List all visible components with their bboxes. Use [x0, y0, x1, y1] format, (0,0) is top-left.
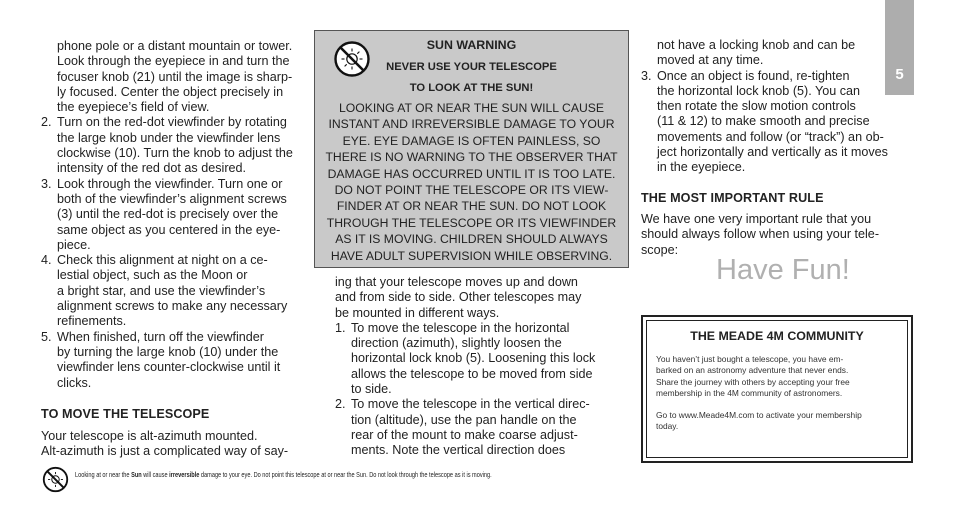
text-line: and from side to side. Other telescopes may — [335, 290, 582, 305]
text-line: horizontal lock knob (5). Loosening this lock — [351, 351, 596, 366]
text-line: (3) until the red-dot is precisely over the — [57, 207, 279, 222]
list-item — [335, 321, 620, 397]
list-number: 3. — [41, 176, 52, 191]
text-line: scope: — [641, 242, 679, 257]
text-line: LOOKING AT OR NEAR THE SUN WILL CAUSE — [338, 101, 605, 115]
have-fun-text: Have Fun! — [716, 254, 850, 286]
text-line: clockwise (10). Turn the knob to adjust the — [57, 146, 293, 161]
column-left — [41, 39, 315, 460]
text-line: EYE. EYE DAMAGE IS OFTEN PAINLESS, SO — [342, 133, 601, 148]
no-sun-icon — [42, 466, 69, 493]
text-line: ing that your telescope moves up and down — [335, 275, 578, 289]
text-line: the eyepiece’s field of view. — [57, 100, 210, 115]
text-line: to side. — [351, 382, 392, 397]
list-number: 1. — [335, 320, 346, 335]
footer-bold-text: irreversible — [169, 470, 200, 479]
text-line: today. — [656, 421, 679, 432]
list-item — [641, 69, 913, 176]
text-line: allows the telescope to be moved from side — [351, 366, 593, 381]
text-line: Go to www.Meade4M.com to activate your membership — [656, 410, 862, 420]
community-box — [641, 315, 913, 463]
text-line: AS IT IS MOVING. CHILDREN SHOULD ALWAYS — [335, 232, 608, 247]
list-item — [335, 397, 620, 458]
warning-subtitle: NEVER USE YOUR TELESCOPE — [386, 61, 557, 73]
footer-bold-text: Sun — [131, 470, 142, 479]
sun-warning-box — [314, 30, 629, 268]
text-line: ments. Note the vertical direction does — [351, 443, 566, 458]
footer-text: will cause — [141, 470, 170, 479]
section-heading: THE MOST IMPORTANT RULE — [641, 190, 824, 205]
community-paragraph — [656, 354, 901, 400]
text-line: the large knob under the viewfinder lens — [57, 130, 281, 145]
list-item — [41, 115, 315, 176]
text-line: refinements. — [57, 314, 127, 329]
text-line: Alt-azimuth is just a complicated way of say- — [41, 444, 289, 459]
text-line: To move the telescope in the vertical direc- — [351, 397, 590, 412]
text-line: rear of the mount to make coarse adjust- — [351, 427, 578, 442]
text-line: (11 & 12) to make smooth and precise — [657, 114, 870, 129]
text-line: Check this alignment at night on a ce- — [57, 253, 268, 268]
footer-text: damage to your eye. Do not point this telescope at or near the Sun. Do not look through the telescope as it is moving. — [199, 470, 492, 479]
text-line: barked on an astronomy adventure that never ends. — [656, 365, 849, 376]
text-line: by turning the large knob (10) under the — [57, 344, 279, 359]
text-line: the horizontal lock knob (5). You can — [657, 83, 861, 98]
text-line: both of the viewfinder’s alignment screws — [57, 191, 287, 206]
text-line: Share the journey with others by accepting your free — [656, 376, 850, 387]
text-line: a bright star, and use the viewfinder’s — [57, 283, 266, 298]
list-number: 3. — [641, 68, 652, 83]
list-item — [41, 253, 315, 329]
section-heading: TO MOVE THE TELESCOPE — [41, 406, 210, 421]
column-middle — [335, 275, 620, 459]
text-line: You haven’t just bought a telescope, you have em- — [656, 354, 844, 364]
text-line: focuser knob (21) until the image is sharp- — [57, 69, 293, 84]
intro-paragraph — [41, 39, 315, 115]
footer-text: Looking at or near the — [75, 470, 132, 479]
text-line: Turn on the red-dot viewfinder by rotating — [57, 115, 287, 130]
text-line: alignment screws to make any necessary — [57, 299, 288, 314]
text-line: direction (azimuth), slightly loosen the — [351, 336, 562, 351]
list-number: 4. — [41, 253, 52, 268]
footer-warning — [75, 470, 492, 479]
page-number: 5 — [895, 66, 904, 83]
community-paragraph — [656, 410, 901, 433]
text-line: To move the telescope in the horizontal — [351, 320, 570, 335]
text-line: then rotate the slow motion controls — [657, 99, 856, 114]
warning-title: SUN WARNING — [426, 38, 517, 52]
text-line: same object as you centered in the eye- — [57, 222, 281, 237]
column-right — [641, 38, 913, 258]
text-line: THROUGH THE TELESCOPE OR ITS VIEWFINDER — [326, 215, 617, 230]
list-number: 2. — [41, 115, 52, 130]
community-inner-border — [646, 320, 908, 458]
text-line: membership in the 4M community of astronomers. — [656, 388, 843, 399]
text-line: We have one very important rule that you — [641, 211, 872, 226]
intro-paragraph — [641, 38, 913, 69]
text-line: When finished, turn off the viewfinder — [57, 329, 264, 344]
text-line: intensity of the red dot as desired. — [57, 161, 247, 176]
text-line: lestial object, such as the Moon or — [57, 268, 248, 283]
community-title: THE MEADE 4M COMMUNITY — [690, 329, 864, 343]
text-line: phone pole or a distant mountain or tower. — [57, 39, 293, 53]
list-item — [41, 177, 315, 253]
text-line: Once an object is found, re-tighten — [657, 68, 850, 83]
list-number: 5. — [41, 329, 52, 344]
text-line: not have a locking knob and can be — [657, 38, 856, 52]
text-line: be mounted in different ways. — [335, 305, 500, 320]
warning-body — [315, 100, 628, 264]
text-line: Your telescope is alt-azimuth mounted. — [41, 429, 258, 444]
warning-subtitle: TO LOOK AT THE SUN! — [409, 82, 534, 94]
text-line: tion (altitude), use the pan handle on the — [351, 412, 577, 427]
text-line: Look through the eyepiece in and turn the — [57, 54, 290, 69]
text-line: movements and follow (or “track”) an ob- — [657, 129, 884, 144]
text-line: viewfinder lens counter-clockwise until it — [57, 360, 281, 375]
text-line: Look through the viewfinder. Turn one or — [57, 176, 283, 191]
text-line: ject horizontally and vertically as it moves — [657, 145, 888, 160]
text-line: piece. — [57, 237, 91, 252]
text-line: INSTANT AND IRREVERSIBLE DAMAGE TO YOUR — [328, 117, 615, 132]
text-line: DO NOT POINT THE TELESCOPE OR ITS VIEW- — [334, 183, 609, 198]
text-line: THERE IS NO WARNING TO THE OBSERVER THAT — [325, 150, 618, 165]
text-line: should always follow when using your tele- — [641, 227, 880, 242]
text-line: in the eyepiece. — [657, 160, 746, 175]
text-line: ly focused. Center the object precisely in — [57, 84, 284, 99]
list-number: 2. — [335, 397, 346, 412]
text-line: FINDER AT OR NEAR THE SUN. DO NOT LOOK — [336, 199, 607, 214]
text-line: HAVE ADULT SUPERVISION WHILE OBSERVING. — [330, 248, 613, 263]
text-line: moved at any time. — [657, 53, 764, 68]
text-line: DAMAGE HAS OCCURRED UNTIL IT IS TOO LATE. — [327, 166, 616, 181]
text-line: clicks. — [57, 375, 92, 390]
list-item — [41, 330, 315, 391]
